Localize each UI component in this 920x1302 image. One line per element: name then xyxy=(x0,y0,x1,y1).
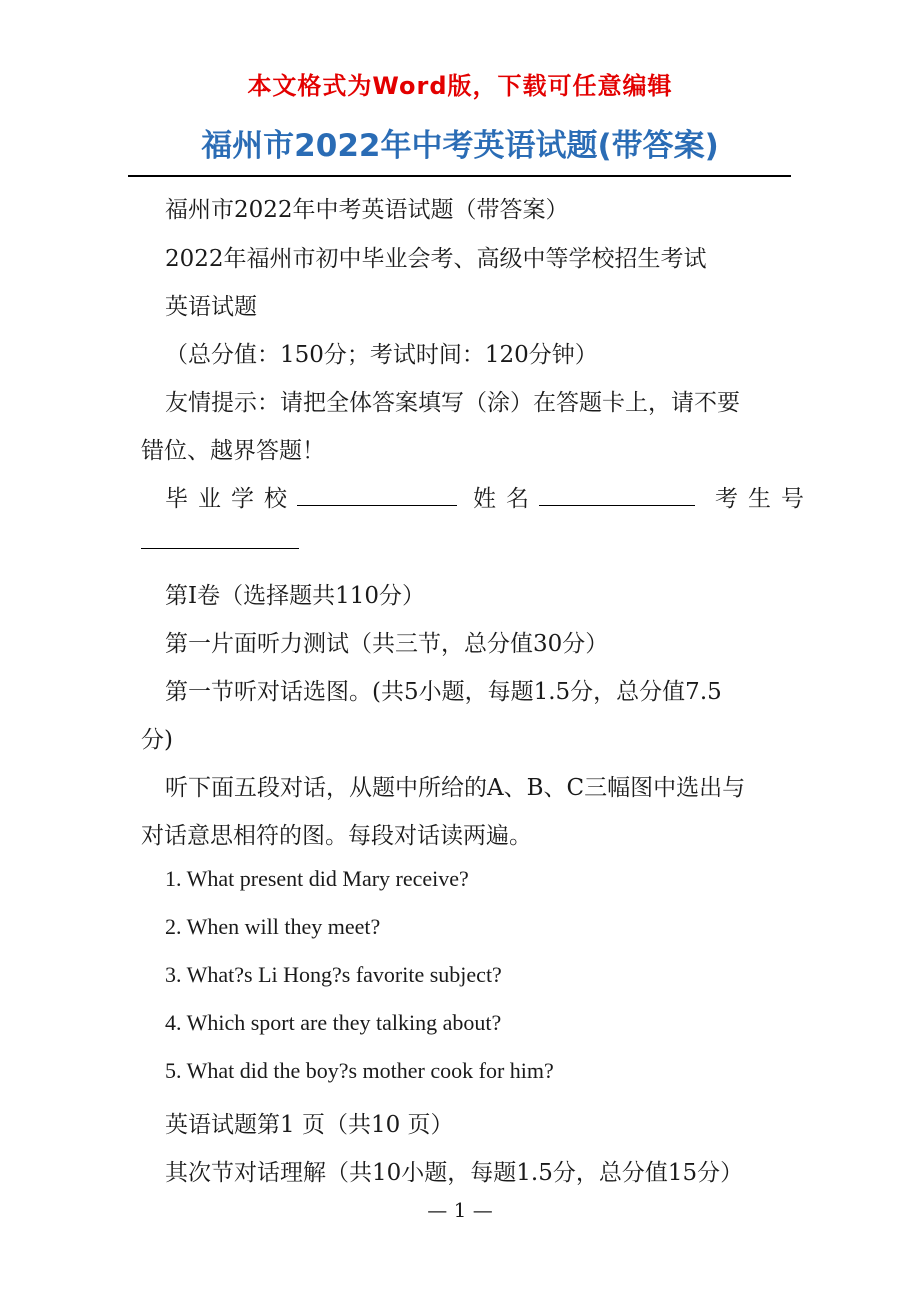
section-one-heading-cont: 分) xyxy=(141,727,173,753)
score-time-line: （总分值：150分；考试时间：120分钟） xyxy=(165,342,598,368)
document-title: 福州市2022年中考英语试题(带答案) xyxy=(201,128,719,164)
question-3: 3. What?s Li Hong?s favorite subject? xyxy=(165,962,502,987)
exam-id-row xyxy=(141,526,791,555)
format-banner: 本文格式为Word版，下载可任意编辑 xyxy=(247,72,673,100)
question-5: 5. What did the boy?s mother cook for him? xyxy=(165,1058,554,1083)
section-one-heading: 第一节听对话选图。(共5小题，每题1.5分，总分值7.5 xyxy=(165,679,722,705)
subject-line: 英语试题 xyxy=(165,294,257,320)
name-label: 姓名 xyxy=(473,486,539,512)
reminder-line-2: 错位、越界答题！ xyxy=(141,438,325,464)
school-blank xyxy=(297,483,457,506)
exam-name-line: 2022年福州市初中毕业会考、高级中等学校招生考试 xyxy=(165,246,707,272)
section-two-heading: 其次节对话理解（共10小题，每题1.5分，总分值15分） xyxy=(165,1160,744,1186)
student-info-row xyxy=(141,480,815,513)
page-number: — 1 — xyxy=(427,1198,493,1222)
instruction-line-1: 听下面五段对话，从题中所给的A、B、C三幅图中选出与 xyxy=(165,775,746,801)
reminder-line-1: 友情提示：请把全体答案填写（涂）在答题卡上，请不要 xyxy=(165,390,740,416)
listening-heading: 第一片面听力测试（共三节，总分值30分） xyxy=(165,631,609,657)
question-1: 1. What present did Mary receive? xyxy=(165,866,469,891)
subtitle-line: 福州市2022年中考英语试题（带答案） xyxy=(165,197,569,223)
part-one-heading: 第I卷（选择题共110分） xyxy=(165,583,425,609)
name-blank xyxy=(539,483,695,506)
instruction-line-2: 对话意思相符的图。每段对话读两遍。 xyxy=(141,823,532,849)
page-marker-line: 英语试题第1 页（共10 页） xyxy=(165,1112,454,1138)
exam-id-blank xyxy=(141,526,299,549)
title-divider xyxy=(128,175,791,177)
school-label: 毕业学校 xyxy=(165,486,297,512)
question-4: 4. Which sport are they talking about? xyxy=(165,1010,502,1035)
question-2: 2. When will they meet? xyxy=(165,914,381,939)
exam-id-label: 考生号 xyxy=(715,486,814,512)
